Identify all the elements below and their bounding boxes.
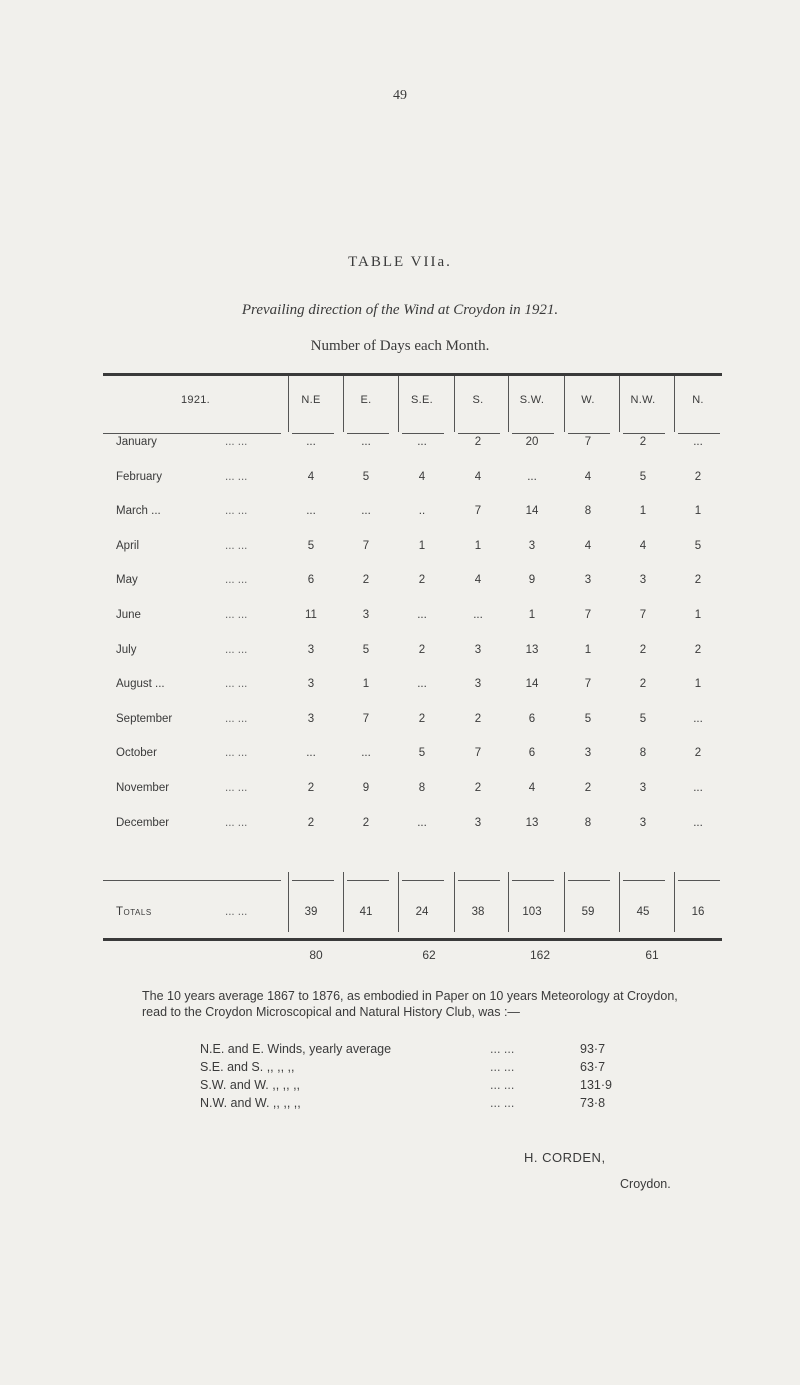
header-rule <box>512 433 554 434</box>
leader-dots: ... ... <box>225 505 248 517</box>
cell-sw: 14 <box>525 678 539 690</box>
cell-e: ... <box>361 436 371 448</box>
cell-e: 1 <box>362 678 370 690</box>
table-row <box>103 817 722 837</box>
leader-dots: ... ... <box>225 436 248 448</box>
cell-sw: 13 <box>525 644 539 656</box>
cell-sw: 3 <box>528 540 536 552</box>
cell-ne: ... <box>306 436 316 448</box>
table-row <box>103 574 722 594</box>
cell-n: 2 <box>694 574 702 586</box>
cell-se: ... <box>417 436 427 448</box>
table-subtitle: Prevailing direction of the Wind at Croydon in 1921. <box>241 302 559 318</box>
column-header-sw: S.W. <box>519 394 545 406</box>
table-row <box>103 471 722 491</box>
month-label: September <box>116 713 173 725</box>
cell-ne: 2 <box>307 817 315 829</box>
cell-ne: 6 <box>307 574 315 586</box>
month-label: December <box>116 817 170 829</box>
cell-nw: 8 <box>639 747 647 759</box>
cell-e: ... <box>361 747 371 759</box>
average-row <box>200 1042 640 1058</box>
month-label: January <box>116 436 157 448</box>
average-dots: ... ... <box>490 1042 515 1056</box>
cell-e: 7 <box>362 713 370 725</box>
total-se: 24 <box>415 906 429 918</box>
cell-n: ... <box>693 817 703 829</box>
cell-nw: 7 <box>639 609 647 621</box>
table-row <box>103 540 722 560</box>
cell-nw: 3 <box>639 574 647 586</box>
header-rule <box>292 433 334 434</box>
cell-n: 1 <box>694 609 702 621</box>
cell-nw: 5 <box>639 471 647 483</box>
page-number: 49 <box>393 88 407 103</box>
leader-dots: ... ... <box>225 713 248 725</box>
cell-e: 2 <box>362 817 370 829</box>
month-label: February <box>116 471 163 483</box>
cell-n: 2 <box>694 747 702 759</box>
column-header-n: N. <box>692 394 704 406</box>
cell-s: 4 <box>474 471 482 483</box>
cell-e: 9 <box>362 782 370 794</box>
total-sw: 103 <box>522 906 542 918</box>
cell-e: 7 <box>362 540 370 552</box>
cell-w: 8 <box>584 817 592 829</box>
totals-row <box>103 906 722 926</box>
table-row <box>103 678 722 698</box>
column-header-nw: N.W. <box>630 394 656 406</box>
pair-sum-nw-n: 61 <box>645 948 659 962</box>
table-row <box>103 644 722 664</box>
cell-nw: 2 <box>639 436 647 448</box>
cell-e: 5 <box>362 471 370 483</box>
cell-s: 3 <box>474 678 482 690</box>
cell-nw: 2 <box>639 644 647 656</box>
header-rule <box>103 433 281 434</box>
cell-ne: 2 <box>307 782 315 794</box>
cell-s: 4 <box>474 574 482 586</box>
leader-dots: ... ... <box>225 644 248 656</box>
cell-se: 2 <box>418 713 426 725</box>
cell-s: 1 <box>474 540 482 552</box>
cell-ne: 3 <box>307 678 315 690</box>
cell-se: 8 <box>418 782 426 794</box>
cell-w: 7 <box>584 678 592 690</box>
average-value: 93·7 <box>580 1042 606 1056</box>
cell-w: 4 <box>584 540 592 552</box>
month-label: May <box>116 574 138 586</box>
cell-se: 5 <box>418 747 426 759</box>
average-label: N.W. and W. ,, ,, ,, <box>200 1096 301 1110</box>
cell-e: 3 <box>362 609 370 621</box>
average-row <box>200 1096 640 1112</box>
header-rule <box>347 433 389 434</box>
leader-dots: ... ... <box>225 471 248 483</box>
cell-nw: 2 <box>639 678 647 690</box>
average-row <box>200 1060 640 1076</box>
month-label: July <box>116 644 137 656</box>
cell-sw: 1 <box>528 609 536 621</box>
month-label: November <box>116 782 170 794</box>
cell-se: ... <box>417 678 427 690</box>
cell-s: ... <box>473 609 483 621</box>
average-value: 73·8 <box>580 1096 606 1110</box>
average-dots: ... ... <box>490 1096 515 1110</box>
pair-sum-sw-w: 162 <box>529 948 551 962</box>
cell-se: 2 <box>418 644 426 656</box>
cell-s: 3 <box>474 644 482 656</box>
table-row <box>103 505 722 525</box>
month-label: August ... <box>116 678 165 690</box>
header-rule <box>678 433 720 434</box>
table-title: TABLE VIIa. <box>348 254 452 270</box>
pair-sum-se-s: 62 <box>422 948 436 962</box>
cell-se: ... <box>417 609 427 621</box>
cell-e: 2 <box>362 574 370 586</box>
cell-ne: 4 <box>307 471 315 483</box>
cell-e: ... <box>361 505 371 517</box>
cell-n: 2 <box>694 644 702 656</box>
totals-rule <box>292 880 334 881</box>
cell-sw: 20 <box>525 436 539 448</box>
table-row <box>103 713 722 733</box>
cell-w: 2 <box>584 782 592 794</box>
cell-n: 5 <box>694 540 702 552</box>
totals-rule <box>347 880 389 881</box>
cell-sw: 6 <box>528 747 536 759</box>
leader-dots: ... ... <box>225 906 248 918</box>
average-row <box>200 1078 640 1094</box>
cell-se: 1 <box>418 540 426 552</box>
total-s: 38 <box>471 906 485 918</box>
column-header-se: S.E. <box>411 394 433 406</box>
cell-ne: ... <box>306 747 316 759</box>
cell-s: 3 <box>474 817 482 829</box>
table-row <box>103 436 722 456</box>
column-header-w: W. <box>581 394 595 406</box>
total-w: 59 <box>581 906 595 918</box>
month-label: June <box>116 609 141 621</box>
cell-w: 3 <box>584 747 592 759</box>
leader-dots: ... ... <box>225 609 248 621</box>
cell-s: 2 <box>474 713 482 725</box>
cell-ne: 5 <box>307 540 315 552</box>
totals-label: Totals <box>116 906 152 918</box>
totals-rule <box>402 880 444 881</box>
cell-w: 1 <box>584 644 592 656</box>
cell-n: 1 <box>694 505 702 517</box>
average-label: N.E. and E. Winds, yearly average <box>200 1042 392 1056</box>
month-label: October <box>116 747 157 759</box>
cell-s: 7 <box>474 747 482 759</box>
totals-rule <box>512 880 554 881</box>
table-caption: Number of Days each Month. <box>310 338 490 354</box>
cell-n: ... <box>693 782 703 794</box>
column-header-e: E. <box>360 394 372 406</box>
cell-s: 7 <box>474 505 482 517</box>
cell-n: 1 <box>694 678 702 690</box>
total-n: 16 <box>691 906 705 918</box>
cell-n: 2 <box>694 471 702 483</box>
leader-dots: ... ... <box>225 782 248 794</box>
cell-se: ... <box>417 817 427 829</box>
average-value: 131·9 <box>580 1078 612 1092</box>
cell-se: 2 <box>418 574 426 586</box>
cell-se: .. <box>418 505 426 517</box>
average-label: S.W. and W. ,, ,, ,, <box>200 1078 301 1092</box>
leader-dots: ... ... <box>225 747 248 759</box>
leader-dots: ... ... <box>225 678 248 690</box>
cell-n: ... <box>693 713 703 725</box>
cell-ne: 11 <box>305 609 317 621</box>
totals-rule <box>568 880 610 881</box>
leader-dots: ... ... <box>225 540 248 552</box>
table-row <box>103 609 722 629</box>
pair-sum-ne-e: 80 <box>309 948 323 962</box>
cell-sw: 9 <box>528 574 536 586</box>
cell-sw: ... <box>527 471 537 483</box>
total-e: 41 <box>359 906 373 918</box>
totals-rule <box>458 880 500 881</box>
cell-nw: 3 <box>639 817 647 829</box>
cell-nw: 1 <box>639 505 647 517</box>
column-header-ne: N.E <box>301 394 321 406</box>
month-label: April <box>116 540 140 552</box>
header-rule <box>402 433 444 434</box>
month-label: March ... <box>116 505 161 517</box>
column-header-s: S. <box>472 394 484 406</box>
totals-rule <box>623 880 665 881</box>
totals-rule <box>678 880 720 881</box>
totals-rule <box>103 880 281 881</box>
cell-w: 5 <box>584 713 592 725</box>
year-header: 1921. <box>180 394 211 406</box>
cell-e: 5 <box>362 644 370 656</box>
cell-n: ... <box>693 436 703 448</box>
total-nw: 45 <box>636 906 650 918</box>
signature-place: Croydon. <box>620 1177 671 1191</box>
cell-w: 3 <box>584 574 592 586</box>
cell-sw: 4 <box>528 782 536 794</box>
cell-se: 4 <box>418 471 426 483</box>
cell-sw: 6 <box>528 713 536 725</box>
header-rule <box>623 433 665 434</box>
header-rule <box>568 433 610 434</box>
table-top-rule <box>103 373 722 376</box>
cell-nw: 5 <box>639 713 647 725</box>
cell-ne: 3 <box>307 644 315 656</box>
average-dots: ... ... <box>490 1060 515 1074</box>
ten-year-note: The 10 years average 1867 to 1876, as embodied in Paper on 10 years Meteorology at Croydon, read to the Croydon Microscopical and Natural History Club, was :— <box>142 989 678 1019</box>
cell-nw: 3 <box>639 782 647 794</box>
header-rule <box>458 433 500 434</box>
cell-sw: 13 <box>525 817 539 829</box>
cell-s: 2 <box>474 436 482 448</box>
table-row <box>103 782 722 802</box>
average-label: S.E. and S. ,, ,, ,, <box>200 1060 295 1074</box>
cell-s: 2 <box>474 782 482 794</box>
average-value: 63·7 <box>580 1060 606 1074</box>
signature-name: H. CORDEN, <box>524 1150 606 1165</box>
cell-w: 8 <box>584 505 592 517</box>
table-bottom-rule <box>103 938 722 941</box>
cell-nw: 4 <box>639 540 647 552</box>
total-ne: 39 <box>304 906 318 918</box>
cell-sw: 14 <box>525 505 539 517</box>
cell-w: 4 <box>584 471 592 483</box>
leader-dots: ... ... <box>225 574 248 586</box>
table-row <box>103 747 722 767</box>
cell-ne: ... <box>306 505 316 517</box>
leader-dots: ... ... <box>225 817 248 829</box>
cell-w: 7 <box>584 609 592 621</box>
average-dots: ... ... <box>490 1078 515 1092</box>
cell-ne: 3 <box>307 713 315 725</box>
cell-w: 7 <box>584 436 592 448</box>
